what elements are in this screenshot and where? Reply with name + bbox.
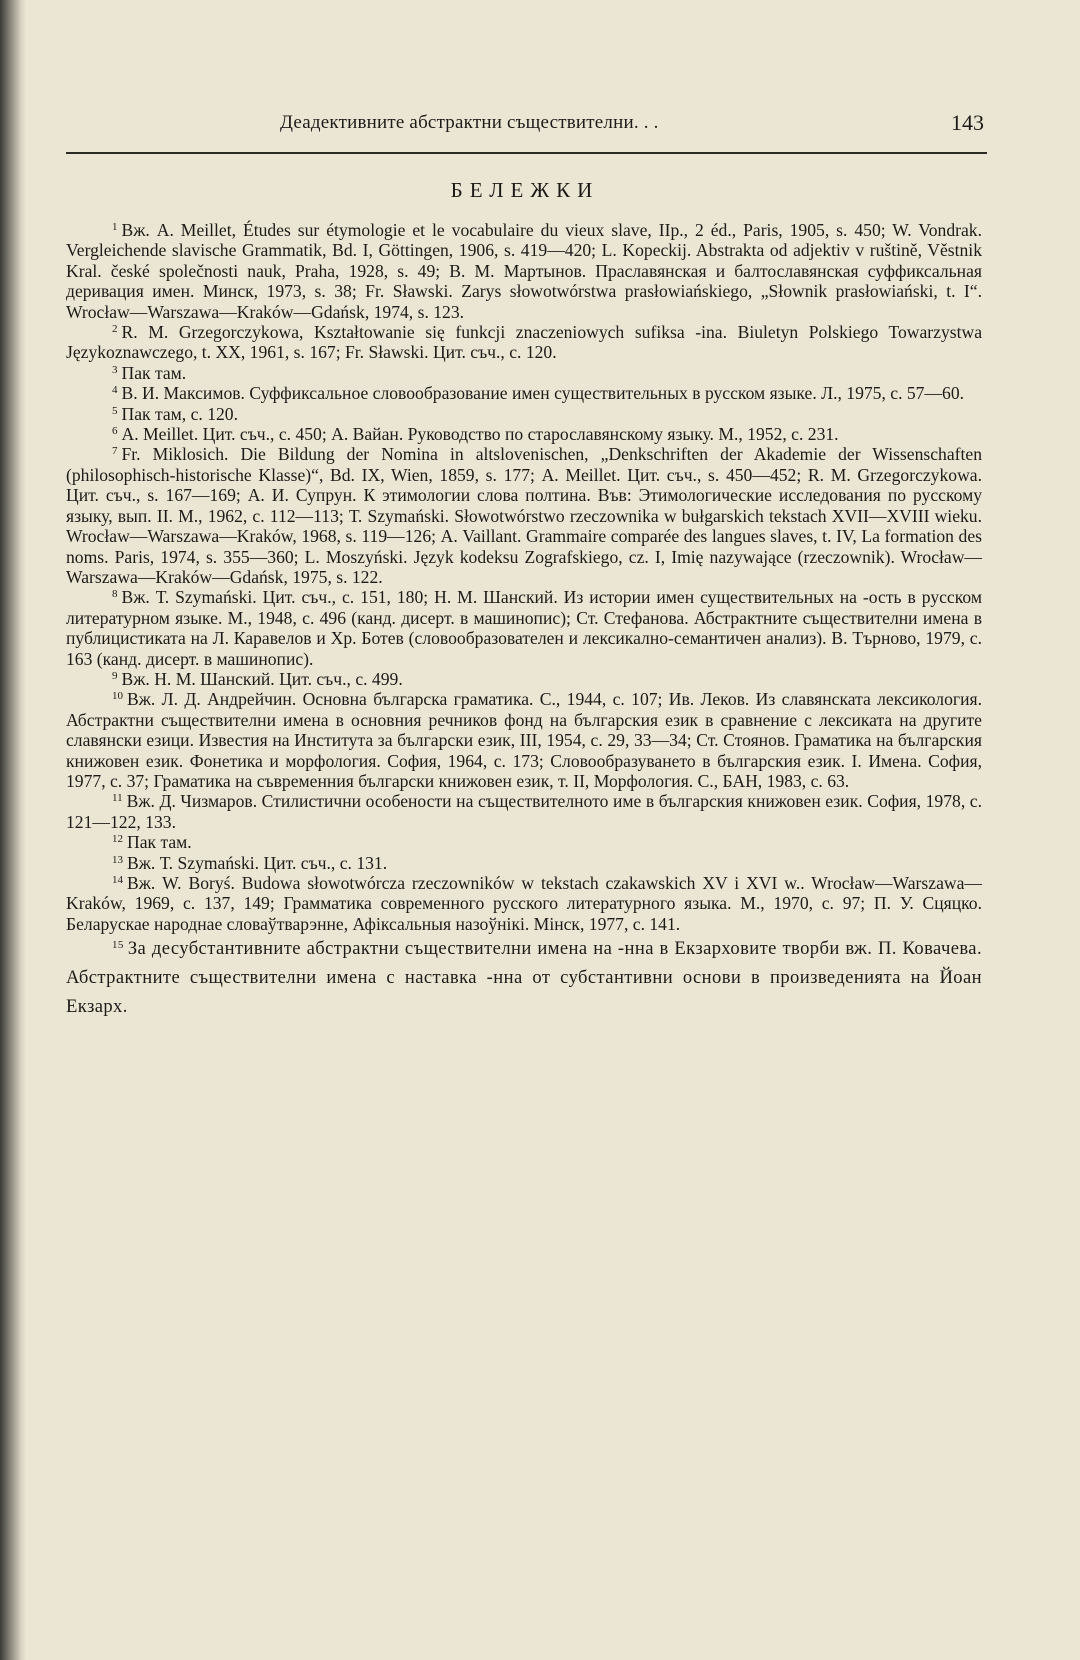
note-7 [66,444,982,587]
section-title: БЕЛЕЖКИ [450,178,600,202]
note-text: А. Meillet. Цит. съч., с. 450; А. Вайан. Руководство по старославянскому языку. М., 1952, с. 231. [121,424,839,445]
note-15 [66,934,982,1021]
note-text: Вж. Л. Д. Андрейчин. Основна българска граматика. С., 1944, с. 107; Ив. Леков. Из славянската лексикология. Абстрактни съществителни имена в основния речников фонд на българския език в сравнение с лексиката на другите славянски езици. Известия на Института за български език, III, 1954, с. 29, 33—34; Ст. Стоянов. Граматика на българския книжовен език. Фонетика и морфология. София, 1964, с. 173; Словообразуването в българския език. I. Имена. София, 1977, с. 37; Граматика на съвременния български книжовен език, т. II, Морфология. С., БАН, 1983, с. 63. [66,689,982,791]
note-text: Fr. Miklosich. Die Bildung der Nomina in altslovenischen, „Denkschriften der Akademie der Wissenschaften (philosophisch-historische Klasse)“, Bd. IX, Wien, 1859, s. 177; А. Meillet. Цит. съч., s. 450—452; R. M. Grzegorczykowa. Цит. съч., s. 167—169; А. И. Супрун. К этимологии слова полтина. Във: Этимологические исследования по русскому языку, вып. II. М., 1962, с. 112—113; Т. Szymański. Słowotwórstwo rzeczownika w bułgarskich tekstach XVII—XVIII wieku. Wrocław—Warszawa—Kraków, 1968, s. 119—126; А. Vaillant. Grammaire comparée des langues slaves, t. IV, La formation des noms. Paris, 1974, s. 355—360; L. Moszyński. Język kodeksu Zografskiego, cz. I, Imię nazywające (rzeczownik). Wrocław—Warszawa—Kraków—Gdańsk, 1975, s. 122. [66,444,982,587]
note-text: В. И. Максимов. Суффиксальное словообразование имен существительных в русском языке. Л., 1975, с. 57—60. [121,383,965,404]
note-6 [66,424,982,444]
note-9 [66,669,982,689]
note-10 [66,689,982,791]
note-text: Вж. Н. М. Шанский. Цит. съч., с. 499. [121,668,403,689]
note-11 [66,791,982,832]
note-8 [66,587,982,669]
note-text: Вж. Д. Чизмаров. Стилистични особености на съществителното име в българския книжовен език. София, 1978, с. 121—122, 133. [66,791,982,832]
page [62,0,988,1660]
note-3 [66,363,982,383]
note-5 [66,404,982,424]
note-text: Вж. Т. Szymański. Цит. съч., с. 151, 180; Н. М. Шанский. Из истории имен существительных на -ость в русском литературном языке. М., 1948, с. 496 (канд. дисерт. в машинопис); Ст. Стефанова. Абстрактните съществителни имена в публицистиката на Л. Каравелов и Хр. Ботев (словообразователен и лексикално-семантичен анализ). В. Търново, 1979, с. 163 (канд. дисерт. в машинопис). [66,587,982,669]
running-head [62,106,988,140]
note-text: За десубстантивните абстрактни съществителни имена на -нна в Екзарховите творби вж. П. Ковачева. Абстрактните съществителни имена с наставка -нна от субстантивни основи в произведенията на Йоан Екзарх. [66,938,982,1018]
note-2 [66,322,982,363]
note-number: 4 [112,384,118,397]
notes-list [66,220,982,1021]
note-text: Вж. Т. Szymański. Цит. съч., с. 131. [127,852,388,873]
page-number: 143 [951,110,984,135]
note-number: 7 [112,445,118,458]
note-1 [66,220,982,322]
note-number: 2 [112,323,118,336]
note-13 [66,853,982,873]
note-4 [66,383,982,403]
note-number: 9 [112,669,118,682]
note-12 [66,832,982,852]
note-number: 3 [112,363,118,376]
note-number: 11 [112,792,123,805]
note-number: 6 [112,425,118,438]
note-text: Вж. W. Boryś. Budowa słowotwórcza rzeczowników w tekstach czakawskich XV i XVI w.. Wrocław—Warszawa—Kraków, 1969, с. 137, 149; Грамматика современного русского литературного языка. М., 1970, с. 97; П. У. Сцяцко. Беларускае народнае словаўтварэнне, Афіксальныя назоўнікі. Мінск, 1977, с. 141. [66,873,982,934]
note-number: 10 [112,690,123,703]
header-rule [66,152,987,154]
note-number: 12 [112,833,123,846]
note-number: 13 [112,853,123,866]
note-14 [66,873,982,934]
note-text: Пак там. [127,832,192,853]
running-title: Деадективните абстрактни съществителни. . . [280,112,659,133]
note-number: 14 [112,874,123,886]
note-text: Пак там, с. 120. [121,403,238,424]
note-text: Пак там. [121,362,187,383]
note-text: R. M. Grzegorczykowa, Kształtowanie się funkcji znaczeniowych sufiksa -ina. Biuletyn Polskiego Towarzystwa Językoznawczego, t. XX, 1961, s. 167; Fr. Sławski. Цит. съч., с. 120. [66,322,982,363]
note-number: 1 [112,221,118,233]
note-number: 8 [112,588,118,601]
note-text: Вж. А. Meillet, Études sur étymologie et le vocabulaire du vieux slave, IIр., 2 éd., Paris, 1905, s. 450; W. Vondrak. Vergleichende slavische Grammatik, Bd. I, Göttingen, 1906, s. 419—420; L. Kopeckij. Abstrakta od adjektiv v ruštině, Věstnik Kral. české společnosti nauk, Praha, 1928, s. 49; В. М. Мартынов. Праславянская и балтославянская суффиксальная деривация имен. Минск, 1973, s. 38; Fr. Sławski. Zarys słowotwórstwa prasłowiańskiego, „Słownik prasłowiański, t. I“. Wrocław—Warszawa—Kraków—Gdańsk, 1974, s. 123. [66,220,982,322]
book-spine-shadow [0,0,26,1660]
note-number: 5 [112,404,118,417]
note-number: 15 [112,939,124,952]
